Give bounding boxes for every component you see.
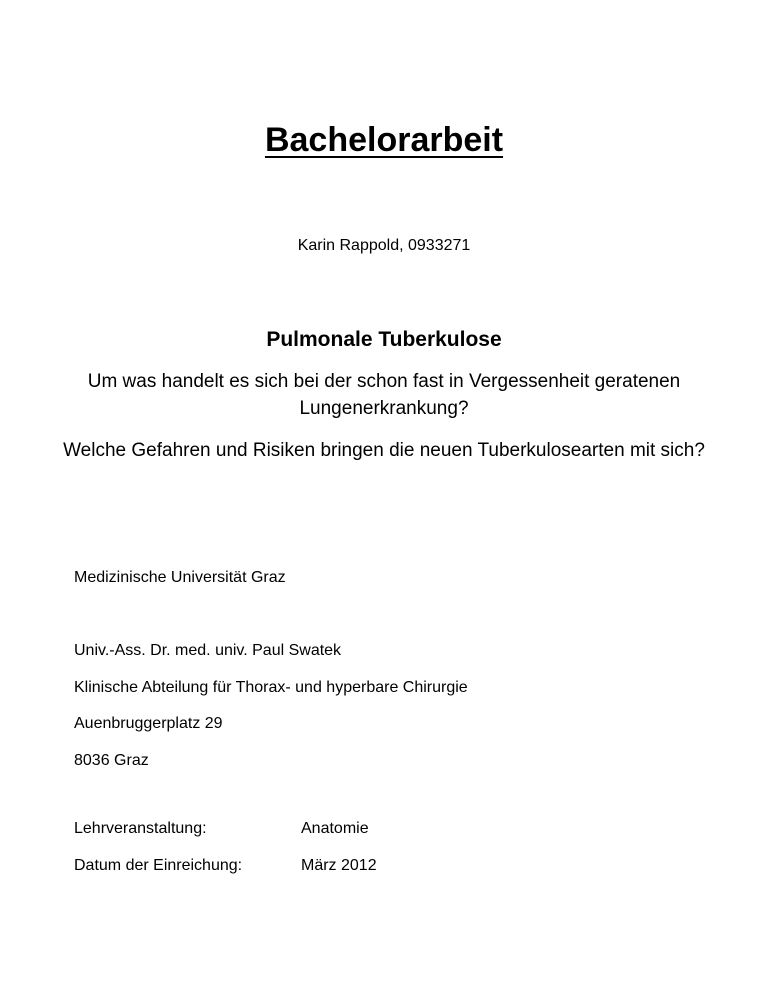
thesis-title: Pulmonale Tuberkulose: [266, 328, 502, 351]
document-title: Bachelorarbeit: [264, 121, 504, 159]
research-question-2: Welche Gefahren und Risiken bringen die neuen Tuberkulosearten mit sich?: [63, 440, 705, 461]
meta-label-date: Datum der Einreichung:: [74, 857, 243, 874]
meta-label-course: Lehrveranstaltung:: [74, 820, 207, 837]
supervisor-department: Klinische Abteilung für Thorax- und hyperbare Chirurgie: [74, 679, 468, 696]
supervisor-city: 8036 Graz: [74, 752, 149, 769]
supervisor-street: Auenbruggerplatz 29: [74, 715, 223, 732]
research-question-1: Um was handelt es sich bei der schon fast in Vergessenheit geratenen Lungenerkrankung?: [87, 371, 681, 419]
meta-value-course: Anatomie: [301, 820, 369, 837]
meta-value-date: März 2012: [301, 857, 377, 874]
university-name: Medizinische Universität Graz: [74, 569, 286, 586]
supervisor-name: Univ.-Ass. Dr. med. univ. Paul Swatek: [74, 642, 342, 659]
author-line: Karin Rappold, 0933271: [297, 237, 471, 254]
